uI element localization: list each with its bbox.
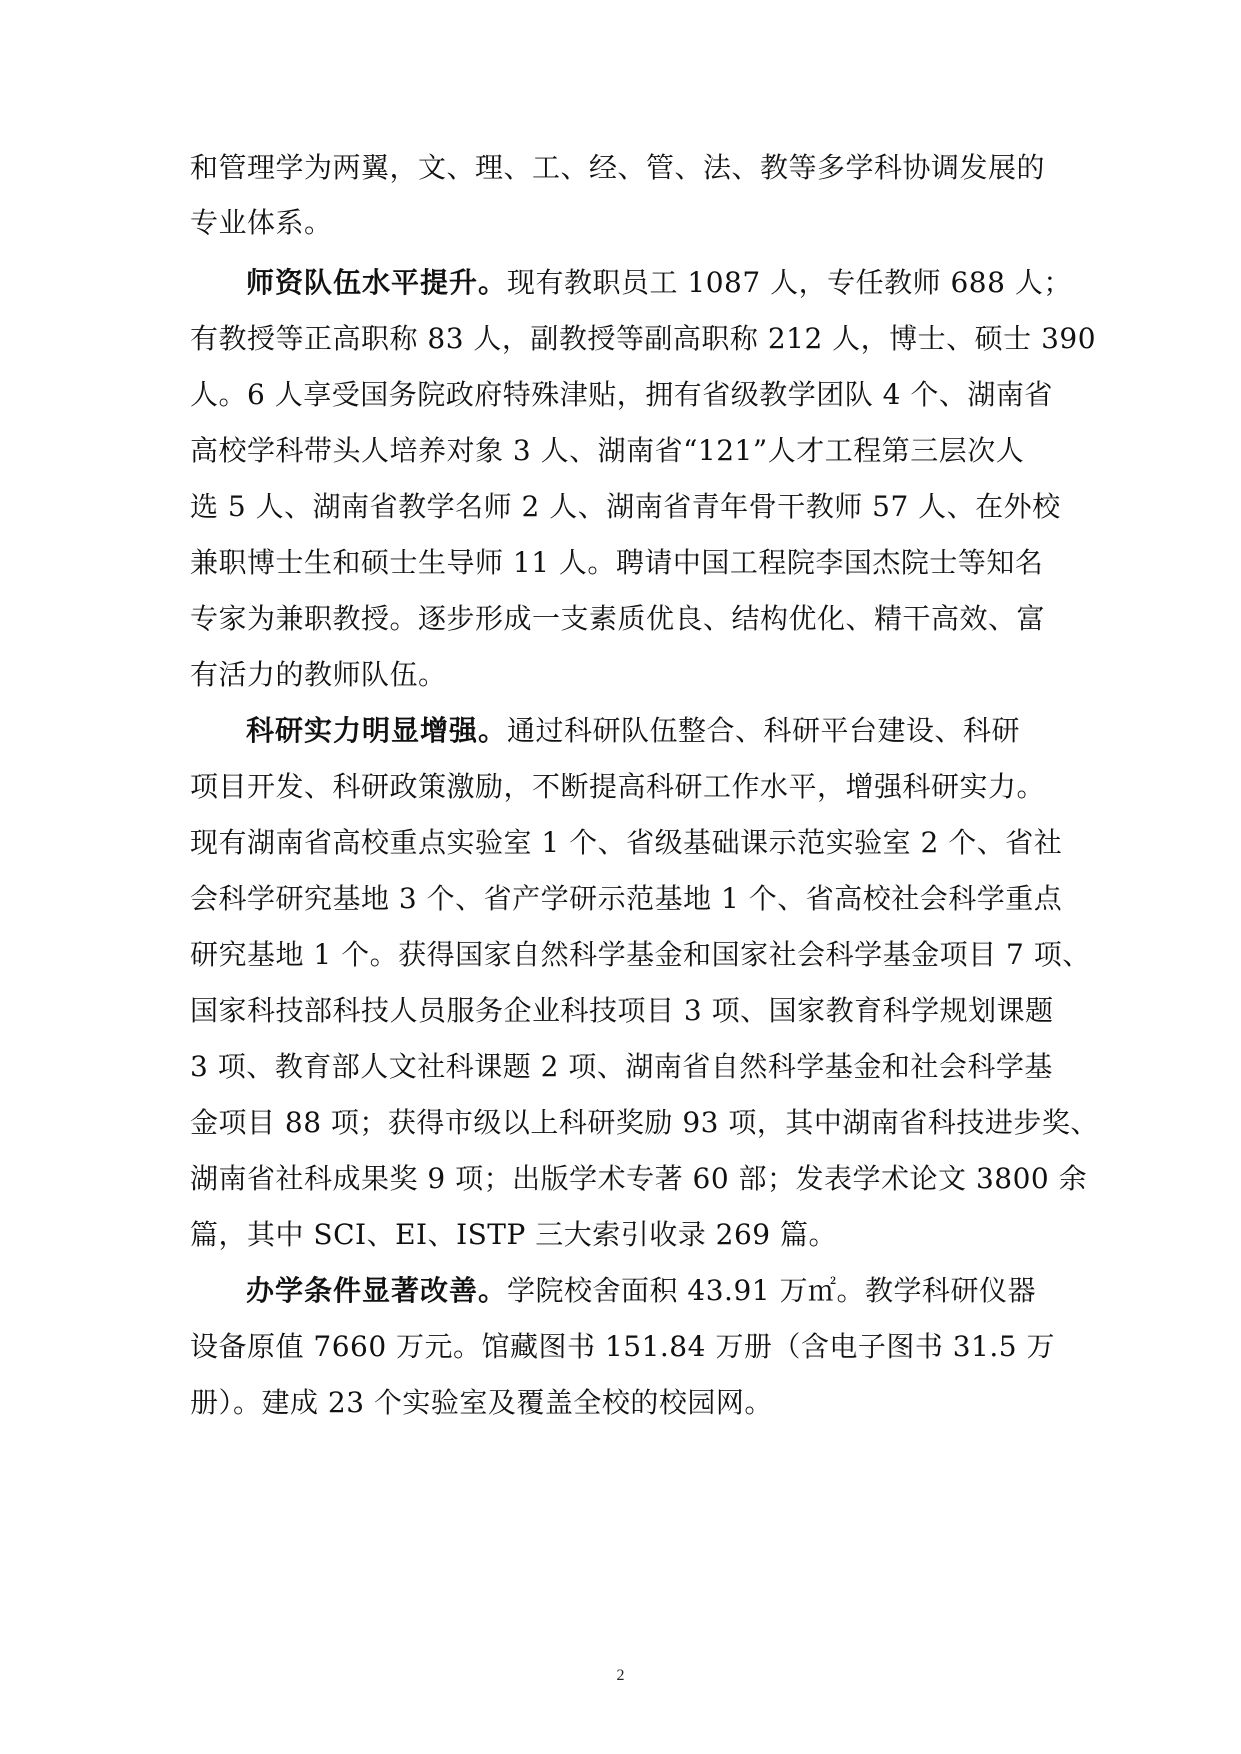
body-text-line: 金项目 88 项；获得市级以上科研奖励 93 项，其中湖南省科技进步奖、	[190, 1106, 1099, 1139]
body-text-line: 研究基地 1 个。获得国家自然科学基金和国家社会科学基金项目 7 项、	[190, 938, 1091, 971]
body-text-line: 国家科技部科技人员服务企业科技项目 3 项、国家教育科学规划课题	[190, 994, 1054, 1027]
page-number: 2	[616, 1667, 625, 1684]
body-text-line: 有教授等正高职称 83 人，副教授等副高职称 212 人，博士、硕士 390	[190, 322, 1097, 355]
body-text-line: 湖南省社科成果奖 9 项；出版学术专著 60 部；发表学术论文 3800 余	[190, 1162, 1088, 1195]
body-text-line: 兼职博士生和硕士生导师 11 人。聘请中国工程院李国杰院士等知名	[190, 546, 1044, 579]
section-heading-conditions: 办学条件显著改善。	[246, 1274, 508, 1307]
body-text-line: 篇，其中 SCI、EI、ISTP 三大索引收录 269 篇。	[190, 1218, 837, 1251]
paragraph-first-line	[246, 265, 1072, 301]
paragraph-first-line	[246, 713, 1020, 749]
body-text: 现有教职员工 1087 人，专任教师 688 人；	[507, 266, 1072, 299]
body-text-line: 有活力的教师队伍。	[190, 658, 447, 691]
body-text-line: 人。6 人享受国务院政府特殊津贴，拥有省级教学团队 4 个、湖南省	[190, 378, 1053, 411]
body-text-line: 高校学科带头人培养对象 3 人、湖南省“121”人才工程第三层次人	[190, 434, 1025, 467]
body-text-line: 和管理学为两翼，文、理、工、经、管、法、教等多学科协调发展的	[190, 151, 1046, 184]
section-heading-research: 科研实力明显增强。	[246, 714, 508, 747]
body-text-line: 会科学研究基地 3 个、省产学研示范基地 1 个、省高校社会科学重点	[190, 882, 1063, 915]
body-text-line: 3 项、教育部人文社科课题 2 项、湖南省自然科学基金和社会科学基	[190, 1050, 1053, 1083]
body-text-line: 项目开发、科研政策激励，不断提高科研工作水平，增强科研实力。	[190, 770, 1046, 803]
body-text: 学院校舍面积 43.91 万㎡。教学科研仪器	[507, 1274, 1036, 1307]
body-text: 通过科研队伍整合、科研平台建设、科研	[507, 714, 1021, 747]
paragraph-first-line	[246, 1273, 1036, 1309]
body-text-line: 现有湖南省高校重点实验室 1 个、省级基础课示范实验室 2 个、省社	[190, 826, 1063, 859]
body-text-line: 专业体系。	[190, 206, 333, 239]
body-text-line: 册）。建成 23 个实验室及覆盖全校的校园网。	[190, 1386, 773, 1419]
body-text-line: 设备原值 7660 万元。馆藏图书 151.84 万册（含电子图书 31.5 万	[190, 1330, 1055, 1363]
body-text-line: 选 5 人、湖南省教学名师 2 人、湖南省青年骨干教师 57 人、在外校	[190, 490, 1061, 523]
section-heading-faculty: 师资队伍水平提升。	[246, 266, 508, 299]
body-text-line: 专家为兼职教授。逐步形成一支素质优良、结构优化、精干高效、富	[190, 602, 1046, 635]
